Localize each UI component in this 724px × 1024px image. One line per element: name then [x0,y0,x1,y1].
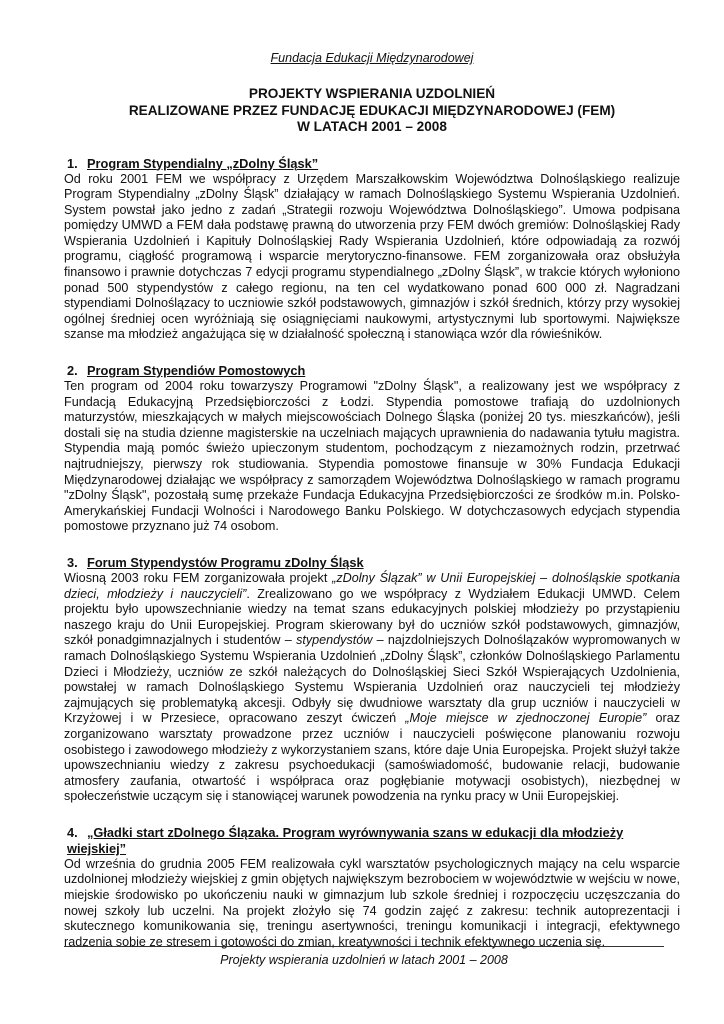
section-body: Od roku 2001 FEM we współpracy z Urzędem Marszałkowskim Województwa Dolnośląskiego realizuje Program Stypendialny „zDolny Śląsk” działający w ramach Dolnośląskiego Systemu Wspierania Uzdolnień. System powstał jako jedno z zadań „Strategii rozwoju Województwa Dolnośląskiego”. Umowa podpisana pomiędzy UMWD a FEM dała podstawę prawną do utworzenia przy FEM dwóch gremiów: Dolnośląskiej Rady Wspierania Uzdolnień i Kapituły Dolnośląskiej Rady Wspierania Uzdolnień, które odpowiadają za rozwój programu, ciągłość programową i wsparcie merytoryczno-finansowe. FEM zorganizowała oraz obsłużyła finansowo i prawnie dotychczas 7 edycji programu stypendialnego „zDolny Śląsk”, w trakcie których wyłoniono ponad 500 stypendystów z całego regionu, na ten cel wydatkowano ponad 600 000 zł. Nagradzani stypendiami Dolnoślązacy to uczniowie szkół podstawowych, gimnazjów i szkół średnich, którzy przy wysokiej ogólnej średniej ocen wyróżniają się osiągnięciami naukowymi, artystycznymi lub sportowymi. Największe szanse ma młodzież angażująca się w działalność społeczną i stanowiąca wzór dla rówieśników. [64,171,680,342]
section-heading [64,156,680,172]
section-title: Program Stypendialny „zDolny Śląsk” [87,155,319,171]
emphasis-italic: stypendystów [296,633,373,648]
section-body [64,571,680,805]
section-heading [64,555,680,571]
section-title: Program Stypendiów Pomostowych [87,363,306,379]
body-text: Wiosną 2003 roku FEM zorganizowała projekt [64,570,333,585]
section-3 [64,555,680,805]
section-body: Od września do grudnia 2005 FEM realizowała cykl warsztatów psychologicznych mający na celu wsparcie uzdolnionej młodzieży wiejskiej z gmin objętych największym bezrobociem w województwie w wejściu w nowe, miejskie środowisko po ukończeniu nauki w gimnazjum lub szkole średniej i rozpoczęciu uczęszczania do nowej szkoły lub uczelni. Na projekt złożyło się 74 godzin zajęć z zakresu: technik autoprezentacji i skutecznego komunikowania się, treningu asertywności, treningu komunikacji i integracji, efektywnego radzenia sobie ze stresem i gotowości do zmian, kreatywności i technik efektywnego uczenia się. [64,856,680,949]
body-text: – najzdolniejszych Dolnoślązaków wypromowanych w ramach Dolnośląskiego Systemu Wspierania Uzdolnień „zDolny Śląsk”, członków Dolnośląskiego Parlamentu Dzieci i Młodzieży, uczniów ze szkół należących do Dolnośląskiej Sieci Szkół Wspierających Uzdolnienia, powstałej w ramach Dolnośląskiego Systemu Wspierania Uzdolnień oraz nauczycieli tej młodzieży zajmujących się problematyką akcesji. Odbyły się dwudniowe warsztaty dla grup uczniów i nauczycieli w Krzyżowej i w Przesiece, opracowano zeszyt ćwiczeń [64,633,680,726]
running-header: Fundacja Edukacji Międzynarodowej [270,51,474,65]
running-footer: Projekty wspierania uzdolnień w latach 2001 – 2008 [220,953,508,967]
section-4 [64,825,680,951]
section-body: Ten program od 2004 roku towarzyszy Programowi "zDolny Śląsk", a realizowany jest we współpracy z Fundacją Edukacyjną Przedsiębiorczości z Łodzi. Stypendia pomostowe trafiają do uzdolnionych maturzystów, mieszkających w małych miejscowościach Dolnego Śląska (poniżej 20 tys. mieszkańców), jeśli dostali się na studia dzienne magisterskie na uczelniach mających uprawnienia do nadawania tytułu magistra. Stypendia mają pomóc świeżo upieczonym studentom, pochodzącym z niezamożnych rodzin, przetrwać najtrudniejszy, pierwszy rok studiowania. Stypendia pomostowe finansuje w 30% Fundacja Edukacji Międzynarodowej działając we współpracy z samorządem Województwa Dolnośląskiego w ramach programu "zDolny Śląsk", pozostałą sumę przekaże Fundacja Edukacyjna Przedsiębiorczości ze środków m.in. Polsko-Amerykańskiej Fundacji Wolności i Narodowego Banku Polskiego. W dotychczasowych edycjach stypendia pomostowe przyznano już 74 osobom. [64,379,680,534]
footer-divider [64,946,664,947]
section-2 [64,363,680,535]
section-number: 1. [67,155,78,171]
document-page [64,0,680,1024]
section-number: 4. [67,824,78,840]
body-text: oraz zorganizowano warsztaty prowadzone przez uczniów i nauczycieli poświęcone planowaniu rozwoju osobistego i zawodowego młodzieży z wykorzystaniem szans, które daje Unia Europejska. Projekt służył także upowszechnianiu wiedzy z zakresu psychoedukacji (samoświadomość, budowanie relacji, budowanie atmosfery zaufania, otwartość i współpraca oraz pogłębianie motywacji osobistych), niezbędnej w społeczeństwie uczącym się i stanowiącej warunek powodzenia na rynku pracy w Unii Europejskiej. [64,711,681,804]
section-title: „Gładki start zDolnego Ślązaka. Program wyrównywania szans w edukacji dla młodzieży wiejskiej” [67,824,624,856]
section-title: Forum Stypendystów Programu zDolny Śląsk [87,554,364,570]
title-line-3: W LATACH 2001 – 2008 [297,119,447,134]
title-line-1: PROJEKTY WSPIERANIA UZDOLNIEŃ [248,86,496,101]
body-text: . Zrealizowano go we współpracy z Wydziałem Edukacji UMWD. Celem projektu było upowszechnianie wiedzy na temat szans edukacyjnych polskiej młodzieży po przystąpieniu naszego kraju do Unii Europejskiej. Program skierowany był do uczniów szkół podstawowych, gimnazjów, szkół ponadgimnazjalnych i studentów – [64,586,680,648]
workbook-title-italic: „Moje miejsce w zjednoczonej Europie” [405,711,647,726]
project-name-italic: „zDolny Ślązak” w Unii Europejskiej – dolnośląskie spotkania dzieci, młodzieży i nauczycieli” [64,570,680,601]
document-title [64,86,680,136]
section-heading [64,363,680,379]
section-heading [64,825,680,857]
section-number: 3. [67,554,78,570]
section-1 [64,156,680,344]
title-line-2: REALIZOWANE PRZEZ FUNDACJĘ EDUKACJI MIĘDZYNARODOWEJ (FEM) [128,102,616,118]
section-number: 2. [67,363,78,379]
